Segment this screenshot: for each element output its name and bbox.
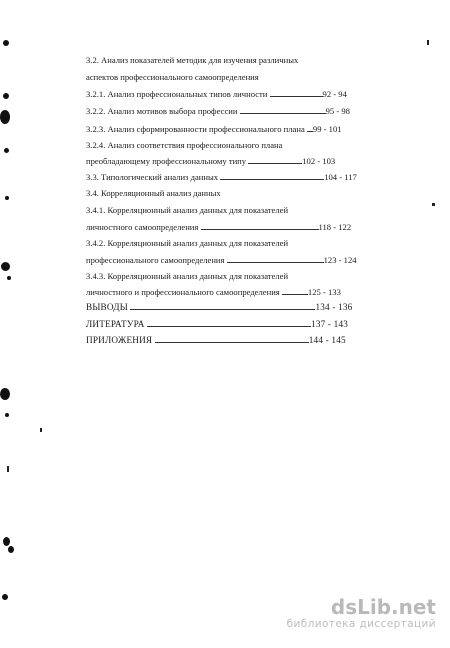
watermark-logo: dsLib.net — [330, 595, 436, 619]
toc-line — [86, 287, 341, 297]
scan-speck — [2, 594, 8, 600]
scan-speck — [0, 110, 10, 124]
toc-line — [86, 156, 335, 166]
scan-speck — [3, 537, 10, 546]
scan-speck — [432, 203, 435, 206]
toc-line — [86, 140, 282, 150]
watermark — [287, 596, 436, 631]
scan-speck — [3, 40, 9, 46]
scan-speck — [40, 428, 42, 432]
toc-line — [86, 172, 357, 182]
toc-entry-text: 3.2.4. Анализ соответствия профессионального плана — [86, 140, 283, 150]
toc-entry-text: 3.4.2. Корреляционный анализ данных для показателей — [86, 238, 289, 248]
toc-entry-text: 3.2. Анализ показателей методик для изучения различных — [86, 55, 299, 65]
toc-line — [86, 255, 357, 265]
toc-page-range: 102 - 103 — [302, 156, 336, 166]
toc-page-range: 125 - 133 — [307, 287, 341, 297]
scan-speck — [5, 413, 9, 417]
toc-entry-text: 3.2.1. Анализ профессиональных типов личности — [86, 89, 268, 99]
leader-line — [201, 222, 319, 230]
toc-line — [86, 55, 298, 65]
scan-speck — [8, 546, 14, 553]
leader-line — [270, 89, 323, 97]
toc-page-range: 118 - 122 — [318, 222, 352, 232]
scan-speck — [0, 388, 10, 400]
toc-line — [86, 271, 288, 281]
toc-page-range: 95 - 98 — [325, 106, 350, 116]
toc-entry-text: ПРИЛОЖЕНИЯ — [86, 335, 153, 345]
toc-entry-text: преобладающему профессиональному типу — [86, 156, 247, 166]
toc-page-range: 104 - 117 — [324, 172, 357, 182]
toc-entry-text: личностного самоопределения — [86, 222, 199, 232]
scan-speck — [7, 466, 9, 472]
toc-entry-text: 3.4.1. Корреляционный анализ данных для показателей — [86, 205, 289, 215]
leader-line — [282, 287, 308, 295]
scan-speck — [427, 40, 429, 45]
scan-speck — [4, 148, 9, 153]
leader-line — [240, 106, 326, 114]
leader-line — [248, 156, 302, 164]
toc-entry-text: аспектов профессионального самоопределения — [86, 72, 259, 82]
toc-page-range: 137 - 143 — [311, 319, 349, 329]
leader-line — [130, 302, 315, 310]
toc-line — [86, 222, 351, 232]
toc-line — [86, 302, 352, 312]
toc-line — [86, 72, 259, 82]
toc-entry-text: 3.4.3. Корреляционный анализ данных для показателей — [86, 271, 289, 281]
scan-speck — [3, 93, 9, 99]
toc-line — [86, 89, 347, 99]
toc-entry-text: ЛИТЕРАТУРА — [86, 319, 145, 329]
toc-page-range: 123 - 124 — [323, 255, 357, 265]
toc-line — [86, 319, 348, 329]
toc-line — [86, 124, 342, 134]
toc-line — [86, 205, 288, 215]
scan-speck — [1, 262, 10, 271]
toc-page-range: 92 - 94 — [322, 89, 347, 99]
leader-line — [220, 172, 324, 180]
toc-page-range: 144 - 145 — [308, 335, 346, 345]
toc-entry-text: 3.3. Типологический анализ данных — [86, 172, 219, 182]
toc-page-range: 134 - 136 — [315, 302, 353, 312]
toc-entry-text: профессионального самоопределения — [86, 255, 225, 265]
leader-line — [147, 319, 311, 327]
toc-entry-text: 3.2.2. Анализ мотивов выбора профессии — [86, 106, 238, 116]
toc-entry-text: личностного и профессионального самоопределения — [86, 287, 280, 297]
toc-line — [86, 335, 346, 345]
watermark-subtitle: библиотека диссертаций — [286, 618, 436, 630]
toc-line — [86, 238, 288, 248]
leader-line — [155, 335, 309, 343]
toc-line — [86, 106, 350, 116]
scan-speck — [5, 196, 9, 200]
toc-entry-text: 3.2.3. Анализ сформированности профессионального плана — [86, 124, 305, 134]
toc-page-range: 99 - 101 — [312, 124, 342, 134]
leader-line — [227, 255, 324, 263]
toc-entry-text: ВЫВОДЫ — [86, 302, 128, 312]
toc-line — [86, 188, 221, 198]
scan-speck — [7, 276, 11, 280]
toc-entry-text: 3.4. Корреляционный анализ данных — [86, 188, 221, 198]
